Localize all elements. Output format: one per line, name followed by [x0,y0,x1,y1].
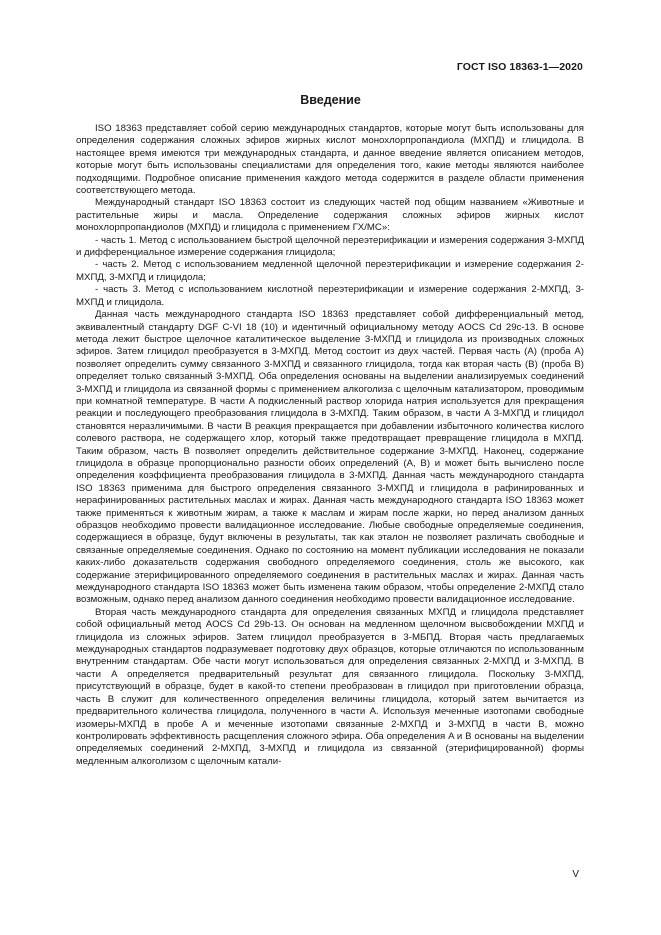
paragraph-parts-list-intro: Международный стандарт ISO 18363 состоит из следующих частей под общим названием «Животные и растительные жиры и масла. Определение содержания сложных эфиров жирных кислот монохлорпропандиолов (МХПД) и глицидола с применением ГХ/МС»: [76,197,584,234]
paragraph-intro: ISO 18363 представляет собой серию международных стандартов, которые могут быть использованы для определения содержания сложных эфиров жирных кислот монохлорпропандиола (МХПД) и глицидола. В настоящее время имеются три международных стандарта, и данное введение является описанием методов, которые могут быть использованы специалистами для определения того, какие методы являются наиболее подходящими. Подробное описание применения каждого метода содержится в разделе области применения соответствующего метода. [76,123,584,197]
list-item-part-2: - часть 2. Метод с использованием медленной щелочной переэтерификации и измерение содержания 2-МХПД, 3-МХПД и глицидола; [76,259,584,283]
paragraph-part-1-description: Данная часть международного стандарта ISO 18363 представляет собой дифференциальный метод, эквивалентный стандарту DGF C-VI 18 (10) и идентичный официальному методу AOCS Cd 29c-13. В основе метода лежит быстрое щелочное каталитическое выделение 3-МХПД и глицидола из производных сложных эфиров. Затем глицидол преобразуется в 3-МХПД. Метод состоит из двух частей. Первая часть (A) (проба A) позволяет определить сумму связанного 3-МХПД и связанного глицидола, тогда как вторая часть (B) (проба B) определяет только связанный 3-МХПД. Оба определения основаны на выделении анализируемых соединений 3-МХПД и глицидола из связанной формы с применением алкоголиза с щелочным катализатором, проводимым при комнатной температуре. В части A подкисленный раствор хлорида натрия используется для прекращения реакции и последующего преобразования глицидола в 3-МХПД. Таким образом, в части A 3-МХПД и глицидол становятся неразличимыми. В части B реакция прекращается при добавлении избыточного количества кислого солевого раствора, не содержащего хлор, который также предотвращает превращение глицидола в МХПД. Таким образом, часть B позволяет определить действительное содержание 3-МХПД. Наконец, содержание глицидола в образце пропорционально разности обоих определений (A, B) и может быть вычислено после определения коэффициента преобразования глицидола в 3-МХПД. Данная часть международного стандарта ISO 18363 применима для быстрого определения связанного 3-МХПД и глицидола в рафинированных и нерафинированных растительных маслах и жирах. Данная часть международного стандарта ISO 18363 может также применяться к животным жирам, а также к маслам и жирам после жарки, но перед анализом данных образцов необходимо провести валидационное исследование. Любые свободные определяемые соединения, содержащиеся в образце, будут включены в результаты, так как эталон не позволяет различать свободные и связанные определяемые соединения. Однако по состоянию на момент публикации исследования не показали каких-либо доказательств содержания свободного определяемого соединения, столь же высокого, как содержание этерифицированного определяемого соединения в растительных маслах и жирах. Данная часть международного стандарта ISO 18363 может быть изменена таким образом, чтобы определение 2-МХПД стало возможным, однако перед анализом данного соединения необходимо провести валидационное исследование. [76,309,584,606]
standard-identifier: ГОСТ ISO 18363-1—2020 [456,61,583,73]
section-title: Введение [300,93,361,107]
list-item-part-3: - часть 3. Метод с использованием кислотной переэтерификации и измерение содержания 2-МХПД, 3-МХПД и глицидола. [76,284,584,308]
page-number: V [572,869,579,880]
list-item-part-1: - часть 1. Метод с использованием быстрой щелочной переэтерификации и измерения содержания 3-МХПД и дифференциальное измерение содержания глицидола; [76,234,584,259]
body-text [76,123,584,768]
paragraph-part-2-description: Вторая часть международного стандарта для определения связанных МХПД и глицидола представляет собой официальный метод AOCS Cd 29b-13. Он основан на медленном щелочном высвобождении МХПД и глицидола из сложных эфиров. Затем глицидол преобразуется в 3-МБПД. Вторая часть предлагаемых международных стандартов подразумевает подготовку двух образцов, которые отличаются по использованным внутренним стандартам. Обе части могут использоваться для определения связанных 2-МХПД и 3-МХПД. В части A определяется предварительный результат для связанного глицидола. Поскольку 3-МХПД, присутствующий в образце, будет в какой-то степени преобразован в глицидол при приготовлении образца, часть B служит для количественного определения величины глицидола, который затем вычитается из предварительного количества глицидола, полученного в части A. Используя меченные изотопами свободные изомеры-МХПД в пробе A и меченные изотопами связанные 2-МХПД и 3-МХПД в части B, можно контролировать эффективность расщепления сложного эфира. Оба определения A и B основаны на выделении определяемых соединений 2-МХПД, 3-МХПД и глицидола из связанной (этерифицированной) формы медленным алкоголизом с щелочным катали- [76,606,584,767]
